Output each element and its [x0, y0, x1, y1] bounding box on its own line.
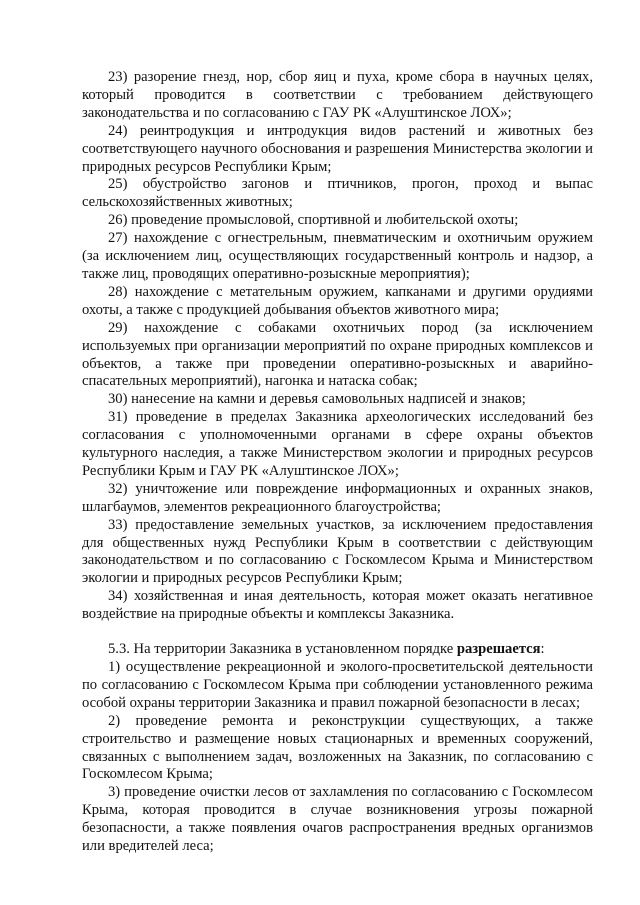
list-item: 26) проведение промысловой, спортивной и любительской охоты; [108, 212, 519, 229]
section-heading-text: 5.3. На территории Заказника в установленном порядке [108, 641, 457, 658]
list-item: 34) хозяйственная и иная деятельность, которая может оказать негативное воздействие на природные объекты и комплексы Заказника. [82, 588, 593, 623]
list-item: 24) реинтродукция и интродукция видов растений и животных без соответствующего научного обоснования и разрешения Министерства экологии и природных ресурсов Республики Крым; [82, 122, 593, 175]
section-heading-colon: : [540, 641, 545, 658]
document-page [82, 69, 593, 856]
list-item: 32) уничтожение или повреждение информационных и охранных знаков, шлагбаумов, элементов рекреационного благоустройства; [82, 480, 593, 515]
list-item: 30) нанесение на камни и деревья самовольных надписей и знаков; [108, 391, 526, 408]
prohibited-list [82, 69, 593, 624]
list-item: 23) разорение гнезд, нор, сбор яиц и пуха, кроме сбора в научных целях, который проводится в соответствии с требованием действующего законодательства и по согласованию с ГАУ РК «Алуштинское ЛОХ»; [82, 69, 593, 121]
list-item: 33) предоставление земельных участков, за исключением предоставления для общественных нужд Республики Крым в соответствии с действующим законодательством и по согласованию с Госкомлесом Крыма и Министерством экологии и природных ресурсов Республики Крым; [82, 516, 593, 587]
list-item: 31) проведение в пределах Заказника археологических исследований без согласования с уполномоченными органами в сфере охраны объектов культурного наследия, а также Министерством экологии и природных ресурсов Республики Крым и ГАУ РК «Алуштинское ЛОХ»; [82, 409, 593, 479]
allowed-list [82, 659, 593, 856]
list-item: 3) проведение очистки лесов от захламления по согласованию с Госкомлесом Крыма, которая проводится в случае возникновения угрозы пожарной безопасности, а также появления очагов распространения вредных организмов или вредителей леса; [82, 784, 593, 855]
section-heading [82, 641, 593, 659]
section-heading-emphasis: разрешается [456, 641, 541, 658]
list-item: 27) нахождение с огнестрельным, пневматическим и охотничьим оружием (за исключением лиц, осуществляющих государственный контроль и надзор, а также лиц, проводящих оперативно-розыскные мероприятия); [82, 230, 593, 282]
list-item: 29) нахождение с собаками охотничьих пород (за исключением используемых при организации мероприятий по охране природных комплексов и объектов, а также при проведении оперативно-розыскных и аварийно-спасательных мероприятий), нагонка и натаска собак; [82, 319, 593, 390]
section-gap [82, 624, 593, 641]
list-item: 1) осуществление рекреационной и эколого-просветительской деятельности по согласованию с Госкомлесом Крыма при соблюдении установленного режима особой охраны территории Заказника и правил пожарной безопасности в лесах; [82, 659, 593, 711]
list-item: 28) нахождение с метательным оружием, капканами и другими орудиями охоты, а также с продукцией добывания объектов животного мира; [82, 283, 593, 318]
list-item: 2) проведение ремонта и реконструкции существующих, а также строительство и размещение новых стационарных и временных сооружений, связанных с выполнением задач, возложенных на Заказник, по согласованию с Госкомлесом Крыма; [82, 712, 593, 783]
list-item: 25) обустройство загонов и птичников, прогон, проход и выпас сельскохозяйственных животных; [82, 176, 593, 211]
